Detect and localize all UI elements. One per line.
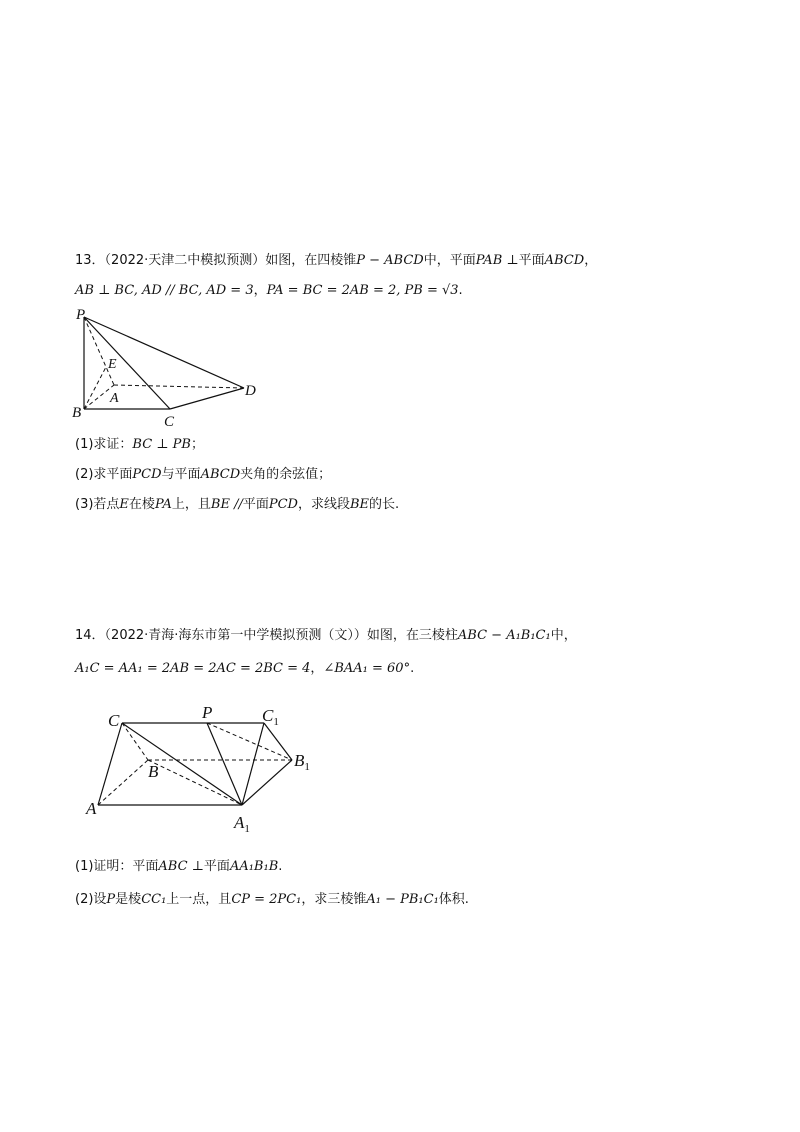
q13-part1-end: ； [190,437,204,452]
q13-part2 [75,465,331,485]
q14-part1-math: ABC ⊥ [158,859,204,874]
q14-header [75,626,577,646]
q14-header-end: 中， [550,628,577,643]
q13-header-math3: ABCD [544,253,585,268]
q13-pyramid-figure [70,305,270,430]
q13-part2-prefix: (2)求平面 [75,467,133,482]
q13-part2-mid: 与平面 [161,467,201,482]
q13-part3-math3: BE // [210,497,243,512]
q13-header-tail: 中，平面 [423,253,476,268]
q13-part3-math4: PCD [268,497,298,512]
q13-header-math2: PAB ⊥ [475,253,519,268]
q13-header-math: P − ABCD [356,253,424,268]
q13-part3 [75,495,399,515]
q13-label-B: B [72,405,82,421]
q14-part2-math: P [106,892,116,907]
q14-prism-figure [82,700,322,835]
q13-conditions-math: AB ⊥ BC, AD // BC, AD = 3 [75,283,254,298]
q14-part2 [75,890,469,910]
q14-part2-math3: CP = 2PC₁ [231,892,302,907]
q14-label-P: P [202,703,213,722]
q14-part1-mid: 平面 [203,859,230,874]
q13-label-E: E [108,357,117,372]
q13-part3-math5: BE [350,497,370,512]
q13-part1-math: BC ⊥ PB [132,437,191,452]
q13-conditions-end: . [458,283,463,298]
q14-label-A: A [86,799,97,818]
q13-conditions [75,281,463,301]
q14-label-A1: $A_1$ [234,813,250,835]
q13-part2-math: PCD [132,467,162,482]
q13-part2-math2: ABCD [200,467,241,482]
q13-part1-prefix: (1)求证： [75,437,133,452]
q14-part2-math4: A₁ − PB₁C₁ [366,892,439,907]
q14-label-C1: $C_1$ [262,706,279,728]
q13-conditions-sep: ， [253,283,267,298]
q13-header-end: ， [584,253,598,268]
q14-part2-prefix: (2)设 [75,892,107,907]
q13-part2-end: 夹角的余弦值； [240,467,332,482]
q14-part2-math2: CC₁ [141,892,167,907]
q14-conditions-math2: ∠BAA₁ = 60° [323,661,411,676]
q13-label-A: A [110,391,119,406]
q14-part1-end: . [278,859,283,874]
q13-part3-mid2: 上，且 [171,497,211,512]
q13-conditions-math2: PA = BC = 2AB = 2, PB = √3 [266,283,459,298]
q13-part3-mid3: 平面 [242,497,269,512]
q14-conditions-end: . [410,661,415,676]
q14-conditions [75,659,414,679]
q13-part3-mid4: ，求线段 [297,497,350,512]
q13-part3-mid: 在棱 [128,497,155,512]
q13-part3-prefix: (3)若点 [75,497,120,512]
q14-part2-mid3: ，求三棱锥 [301,892,367,907]
q13-header-text: 13．（2022·天津二中模拟预测）如图，在四棱锥 [75,253,357,268]
q13-part3-end: 的长. [369,497,400,512]
q13-header-tail2: 平面 [518,253,545,268]
q14-header-math: ABC − A₁B₁C₁ [457,628,551,643]
q14-label-B1: $B_1$ [294,751,310,773]
q14-conditions-math: A₁C = AA₁ = 2AB = 2AC = 2BC = 4 [75,661,311,676]
q14-part2-end: 体积. [438,892,469,907]
q13-part1 [75,435,204,455]
q13-part3-math: E [119,497,129,512]
q14-part2-mid: 是棱 [115,892,142,907]
q14-part2-mid2: 上一点，且 [166,892,232,907]
q14-part1-prefix: (1)证明：平面 [75,859,159,874]
q13-label-P: P [76,307,86,323]
q13-header [75,251,597,271]
q13-part3-math2: PA [154,497,172,512]
q13-label-D: D [245,383,256,399]
q14-label-C: C [108,711,120,730]
q14-header-text: 14．（2022·青海·海东市第一中学模拟预测（文））如图，在三棱柱 [75,628,458,643]
q14-conditions-sep: ， [310,661,324,676]
q14-part1-math2: AA₁B₁B [229,859,279,874]
q13-label-C: C [164,414,175,430]
q14-part1 [75,857,282,877]
q14-label-B: B [148,762,159,781]
